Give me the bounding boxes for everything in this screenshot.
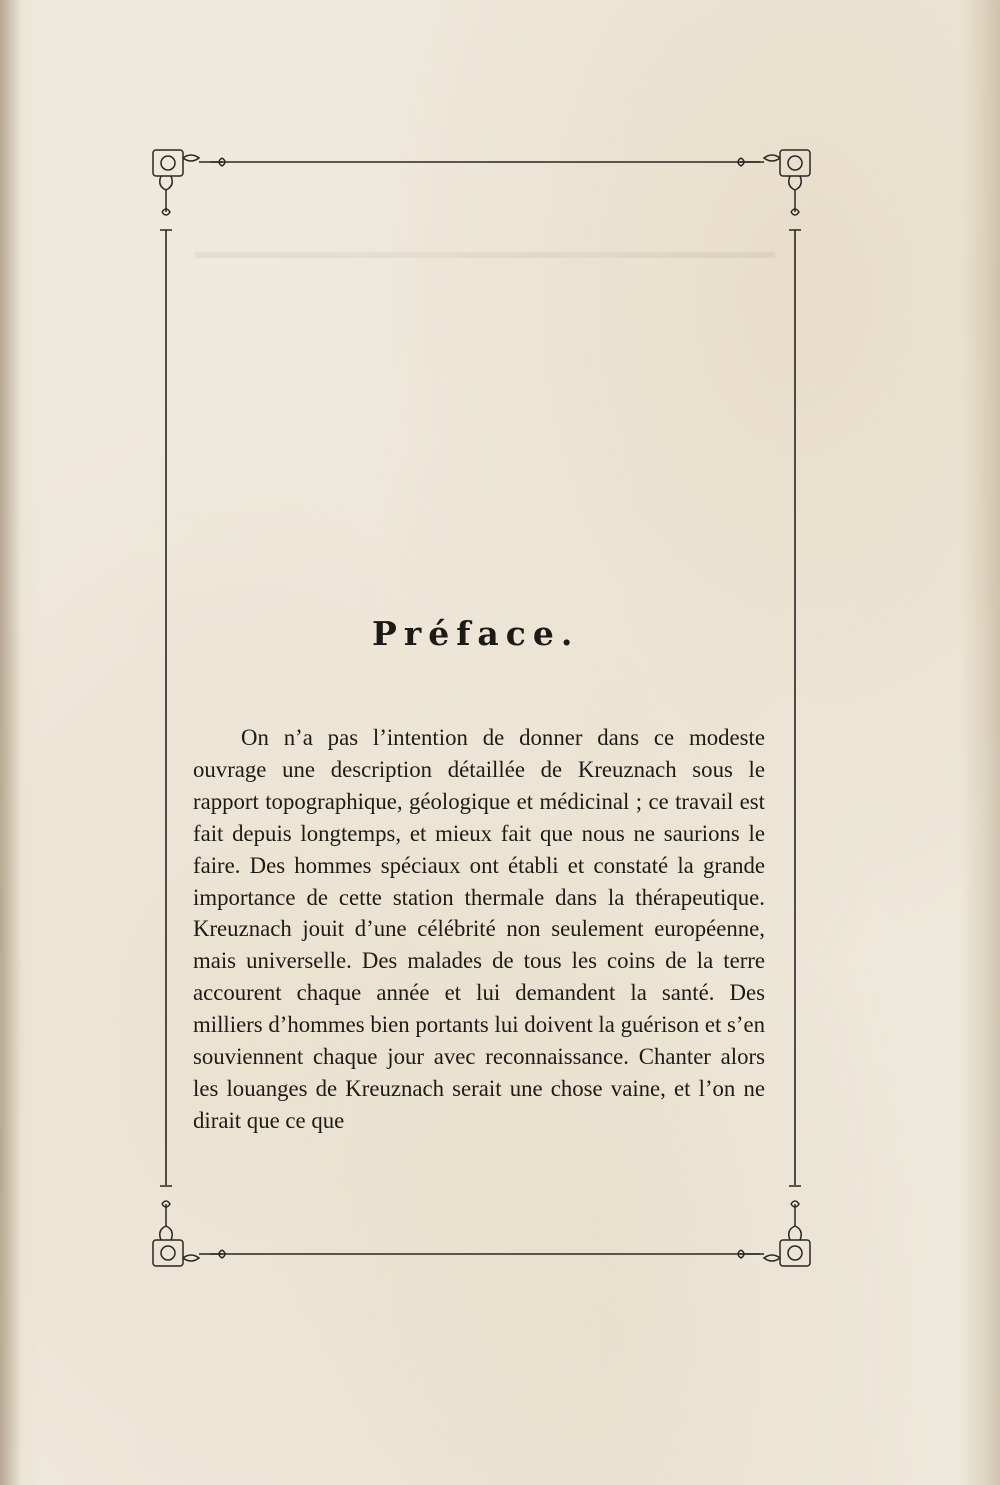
preface-paragraph: On n’a pas l’intention de donner dans ce modeste ouvrage une description détaillée de Kreuznach sous le rapport topographique, géologique et médicinal ; ce travail est fait depuis longtemps, et mieux fait que nous ne saurions le faire. Des hommes spéciaux ont établi et constaté la grande importance de cette station thermale dans la thérapeutique. Kreuznach jouit d’une célébrité non seulement européenne, mais universelle. Des malades de tous les coins de la terre accourent chaque année et lui demandent la santé. Des milliers d’hommes bien portants lui doivent la guérison et s’en souviennent chaque jour avec reconnaissance. Chanter alors les louanges de Kreuznach serait une chose vaine, et l’on ne dirait que ce que [193,725,765,1133]
page-title: Préface. [372,614,580,653]
ornamental-corner-icon [153,150,225,230]
ornamental-corner-icon [738,150,810,230]
ornamental-corner-icon [153,1186,225,1266]
ornamental-corner-icon [738,1186,810,1266]
